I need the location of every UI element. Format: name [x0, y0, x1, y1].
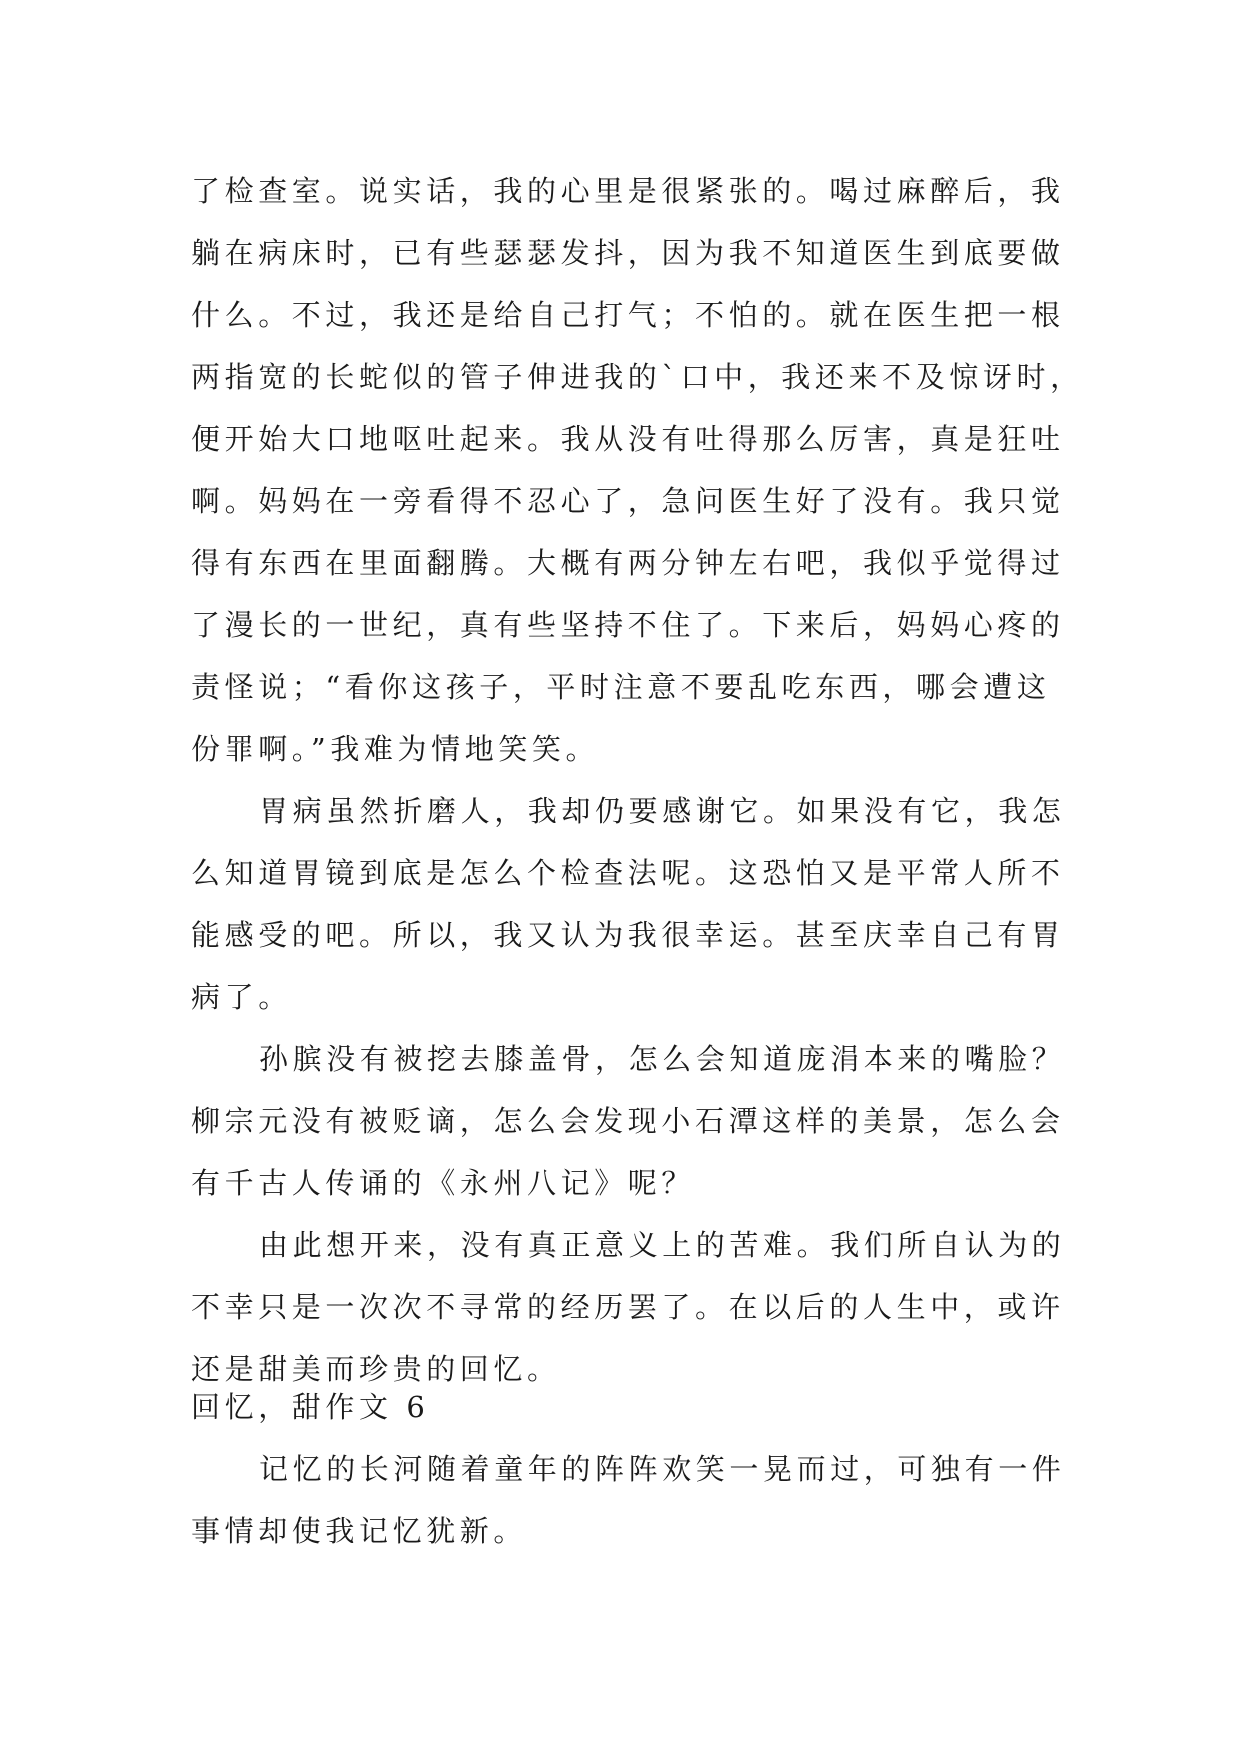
text-line: 了漫长的一世纪，真有些坚持不住了。下来后，妈妈心疼的 [191, 608, 1065, 642]
text-line: 病了。 [191, 980, 292, 1014]
paragraph [191, 160, 1084, 780]
paragraph [191, 1028, 1066, 1214]
text-line: 胃病虽然折磨人，我却仍要感谢它。如果没有它，我怎 [259, 794, 1066, 828]
text-line: 便开始大口地呕吐起来。我从没有吐得那么厉害，真是狂吐 [191, 422, 1065, 456]
document-body [191, 160, 1084, 1400]
text-line: 能感受的吧。所以，我又认为我很幸运。甚至庆幸自己有胃 [191, 918, 1065, 952]
paragraph [191, 1214, 1066, 1400]
text-line: 还是甜美而珍贵的回忆。 [191, 1352, 561, 1386]
text-line: 由此想开来，没有真正意义上的苦难。我们所自认为的 [259, 1228, 1066, 1262]
text-line: 份罪啊。”我难为情地笑笑。 [191, 732, 600, 766]
text-line: 么知道胃镜到底是怎么个检查法呢。这恐怕又是平常人所不 [191, 856, 1065, 890]
paragraph [191, 780, 1066, 1028]
text-line: 孙膑没有被挖去膝盖骨，怎么会知道庞涓本来的嘴脸？ [259, 1042, 1066, 1076]
section-body [191, 1438, 1066, 1562]
text-line: 事情却使我记忆犹新。 [191, 1514, 528, 1548]
text-line: 什么。不过，我还是给自己打气；不怕的。就在医生把一根 [191, 298, 1065, 332]
text-line: 得有东西在里面翻腾。大概有两分钟左右吧，我似乎觉得过 [191, 546, 1065, 580]
text-line: 责怪说；“看你这孩子，平时注意不要乱吃东西，哪会遭这 [191, 670, 1051, 704]
text-line: 了检查室。说实话，我的心里是很紧张的。喝过麻醉后，我 [191, 174, 1065, 208]
section-title: 回忆，甜作文 6 [191, 1390, 430, 1424]
text-line: 不幸只是一次次不寻常的经历罢了。在以后的人生中，或许 [191, 1290, 1065, 1324]
text-line: 记忆的长河随着童年的阵阵欢笑一晃而过，可独有一件 [259, 1452, 1066, 1486]
text-line: 有千古人传诵的《永州八记》呢？ [191, 1166, 696, 1200]
text-line: 两指宽的长蛇似的管子伸进我的`口中，我还来不及惊讶时， [191, 360, 1084, 394]
paragraph [191, 1438, 1066, 1562]
text-line: 躺在病床时，已有些瑟瑟发抖，因为我不知道医生到底要做 [191, 236, 1065, 270]
text-line: 柳宗元没有被贬谪，怎么会发现小石潭这样的美景，怎么会 [191, 1104, 1065, 1138]
text-line: 啊。妈妈在一旁看得不忍心了，急问医生好了没有。我只觉 [191, 484, 1065, 518]
